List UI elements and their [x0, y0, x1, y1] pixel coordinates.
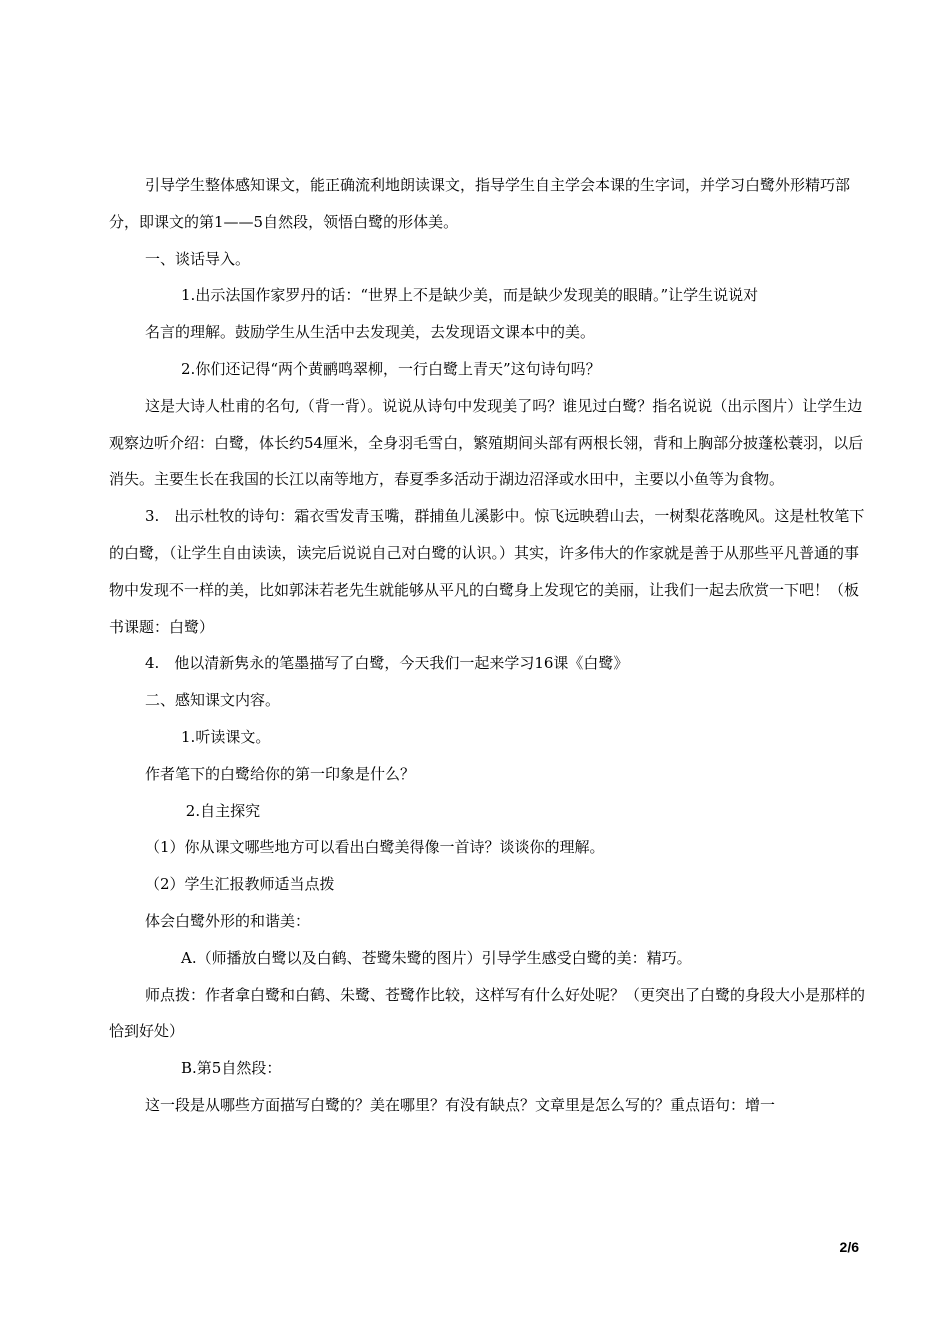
paragraph-objective: 引导学生整体感知课文，能正确流利地朗读课文，指导学生自主学会本课的生字词，并学习白鹭外形精巧部分，即课文的第1——5自然段，领悟白鹭的形体美。	[109, 176, 851, 231]
paragraph-explore	[109, 793, 871, 830]
heading-intro: 一、谈话导入。	[145, 249, 251, 268]
paragraph-listen	[109, 719, 871, 756]
paragraph-text: 出示法国作家罗丹的话：“世界上不是缺少美，而是缺少发现美的眼睛。”让学生说说对	[195, 286, 759, 305]
list-number: 2.	[185, 801, 201, 820]
paragraph-question: 作者笔下的白鹭给你的第一印象是什么？	[145, 764, 416, 783]
paragraph-text: 自主探究	[200, 801, 261, 820]
paragraph-item-1	[109, 277, 871, 314]
paragraph-text: 听读课文。	[195, 727, 271, 746]
paragraph-guidance: 师点拨：作者拿白鹭和白鹤、朱鹭、苍鹭作比较，这样写有什么好处呢？（更突出了白鹭的身段大小是那样的恰到好处）	[109, 985, 866, 1041]
paragraph-text: 你们还记得“两个黄鹂鸣翠柳，一行白鹭上青天”这句诗句吗？	[195, 359, 601, 378]
paragraph-last: 这一段是从哪些方面描写白鹭的？美在哪里？有没有缺点？文章里是怎么写的？重点语句：增一	[145, 1095, 776, 1114]
paragraph-item-1-cont: 名言的理解。鼓励学生从生活中去发现美，去发现语文课本中的美。	[145, 323, 596, 342]
paragraph-harmony: 体会白鹭外形的和谐美：	[145, 911, 311, 930]
document-body	[109, 167, 871, 1124]
page-number: 2/6	[839, 1239, 859, 1255]
list-number: 1.	[181, 286, 196, 305]
paragraph-sub-2: （2）学生汇报教师适当点拨	[145, 875, 335, 894]
list-letter: A.	[181, 948, 197, 967]
list-letter: B.	[181, 1059, 197, 1078]
paragraph-item-a	[109, 940, 871, 977]
paragraph-dufu: 这是大诗人杜甫的名句,（背一背）。说说从诗句中发现美了吗？谁见过白鹭？指名说说（出示图片）让学生边观察边听介绍：白鹭，体长约54厘米，全身羽毛雪白，繁殖期间头部有两根长翎，背和上胸部分披蓬松蓑羽，以后消失。主要生长在我国的长江以南等地方，春夏季多活动于湖边沼泽或水田中，主要以小鱼等为食物。	[109, 396, 864, 489]
paragraph-text: 第5自然段：	[196, 1059, 282, 1078]
paragraph-item-3: 3. 出示杜牧的诗句：霜衣雪发青玉嘴，群捕鱼儿溪影中。惊飞远映碧山去，一树梨花落晚风。这是杜牧笔下的白鹭，（让学生自由读读，读完后说说自己对白鹭的认识。）其实，许多伟大的作家就是善于从那些平凡普通的事物中发现不一样的美，比如郭沫若老先生就能够从平凡的白鹭身上发现它的美丽，让我们一起去欣赏一下吧！（板书课题：白鹭）	[109, 507, 865, 636]
list-number: 2.	[181, 359, 196, 378]
paragraph-sub-1: （1）你从课文哪些地方可以看出白鹭美得像一首诗？谈谈你的理解。	[145, 838, 605, 857]
heading-perceive: 二、感知课文内容。	[145, 691, 281, 710]
paragraph-text: （师播放白鹭以及白鹤、苍鹭朱鹭的图片）引导学生感受白鹭的美：精巧。	[196, 948, 692, 967]
paragraph-item-2	[109, 351, 871, 388]
paragraph-item-4: 4. 他以清新隽永的笔墨描写了白鹭，今天我们一起来学习16课《白鹭》	[145, 654, 629, 673]
list-number: 1.	[181, 727, 196, 746]
paragraph-item-b	[109, 1050, 871, 1087]
